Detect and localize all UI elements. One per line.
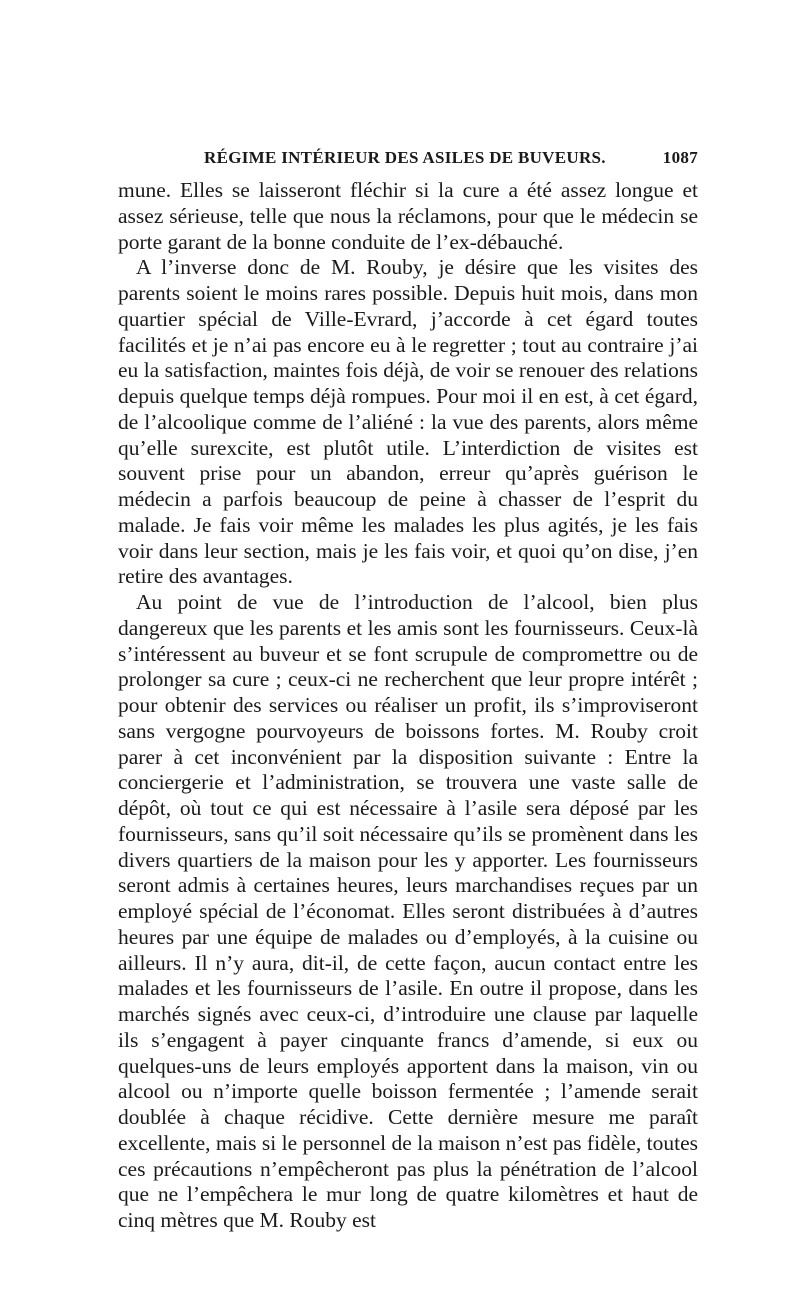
body-text bbox=[118, 178, 698, 1234]
running-title: RÉGIME INTÉRIEUR DES ASILES DE BUVEURS. bbox=[204, 148, 606, 167]
page-number: 1087 bbox=[662, 148, 698, 167]
running-head bbox=[118, 148, 698, 172]
paragraph-suppliers: Au point de vue de l’introduction de l’alcool, bien plus dangereux que les parents et les amis sont les fournisseurs. Ceux-là s’intéressent au buveur et se font scrupule de compromettre ou de prolonger sa cure ; ceux-ci ne recherchent que leur propre intérêt ; pour obtenir des services ou réaliser un profit, ils s’improviseront sans vergogne pourvoyeurs de boissons fortes. M. Rouby croit parer à cet inconvénient par la disposition suivante : Entre la conciergerie et l’administration, se trouvera une vaste salle de dépôt, où tout ce qui est nécessaire à l’asile sera déposé par les fournisseurs, sans qu’il soit nécessaire qu’ils se promènent dans les divers quartiers de la maison pour les y apporter. Les fournisseurs seront admis à certaines heures, leurs marchandises reçues par un employé spécial de l’économat. Elles seront distribuées à d’autres heures par une équipe de malades ou d’employés, à la cuisine ou ailleurs. Il n’y aura, dit-il, de cette façon, aucun contact entre les malades et les fournisseurs de l’asile. En outre il propose, dans les marchés signés avec ceux-ci, d’introduire une clause par laquelle ils s’engagent à payer cinquante francs d’amende, si eux ou quelques-uns de leurs employés apportent dans la maison, vin ou alcool ou n’importe quelle boisson fermentée ; l’amende serait doublée à chaque récidive. Cette dernière mesure me paraît excellente, mais si le personnel de la maison n’est pas fidèle, toutes ces précautions n’empêcheront pas plus la pénétration de l’alcool que ne l’empêchera le mur long de quatre kilomètres et haut de cinq mètres que M. Rouby est bbox=[118, 590, 698, 1232]
paragraph-visits: A l’inverse donc de M. Rouby, je désire que les visites des parents soient le moins rares possible. Depuis huit mois, dans mon quartier spécial de Ville-Evrard, j’accorde à cet égard toutes facilités et je n’ai pas encore eu à le regretter ; tout au contraire j’ai eu la satisfaction, maintes fois déjà, de voir se renouer des relations depuis quelque temps déjà rompues. Pour moi il en est, à cet égard, de l’alcoolique comme de l’aliéné : la vue des parents, alors même qu’elle surexcite, est plutôt utile. L’interdiction de visites est souvent prise pour un abandon, erreur qu’après guérison le médecin a parfois beaucoup de peine à chasser de l’esprit du malade. Je fais voir même les malades les plus agités, je les fais voir dans leur section, mais je les fais voir, et quoi qu’on dise, j’en retire des avantages. bbox=[118, 255, 698, 589]
paragraph-continuation: mune. Elles se laisseront fléchir si la cure a été assez longue et assez sérieuse, telle que nous la réclamons, pour que le médecin se porte garant de la bonne conduite de l’ex-débauché. bbox=[118, 178, 698, 254]
